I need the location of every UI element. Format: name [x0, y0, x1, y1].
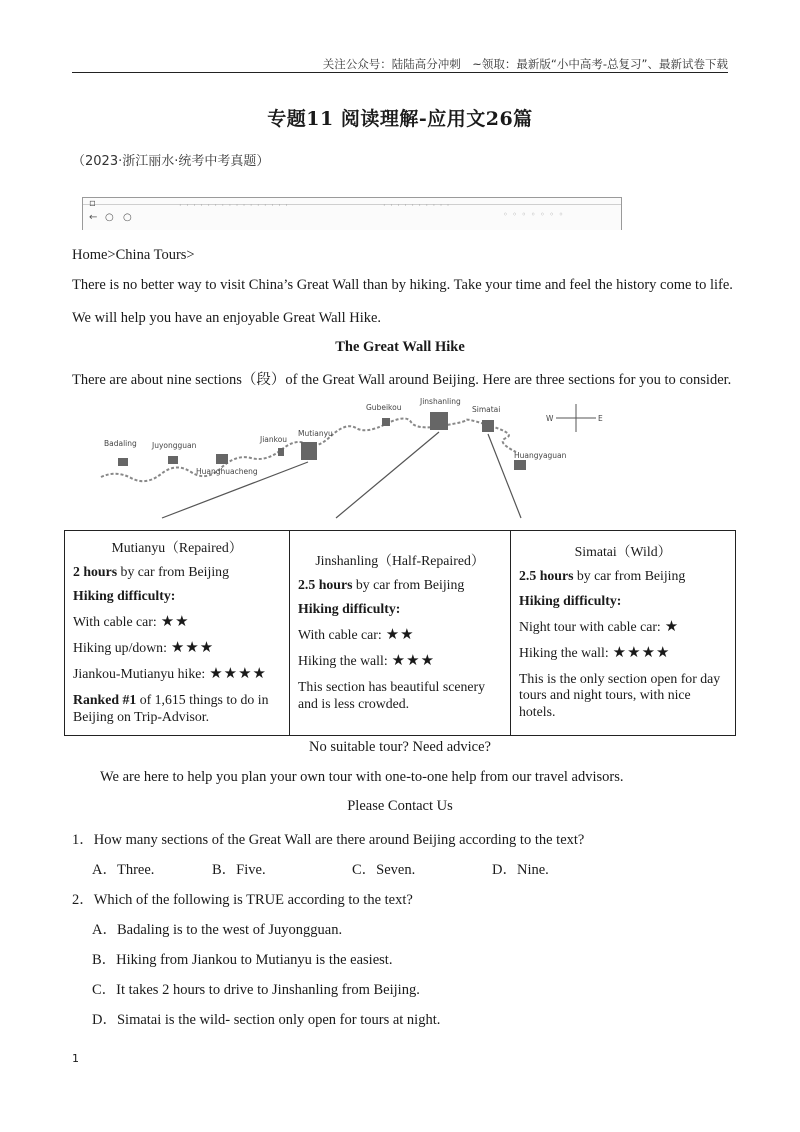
- rating-label: Night tour with cable car:: [519, 618, 661, 634]
- header-text: 关注公众号：陆陆高分冲刺 ~领取：最新版“小中高考-总复习”、最新试卷下载: [322, 57, 728, 71]
- tour-note-text: of 1,615 things to do in Beijing on Trip-Advisor.: [73, 692, 269, 724]
- advice-question: No suitable tour? Need advice?: [309, 739, 491, 755]
- section-heading: The Great Wall Hike: [335, 339, 465, 355]
- map-label-huangyaguan: Huangyaguan: [514, 451, 567, 460]
- tour-cell-mutianyu: [65, 531, 290, 736]
- rating-label: Hiking the wall:: [298, 653, 388, 669]
- arrow-to-simatai: [488, 434, 521, 518]
- jiankou-tower-icon: [278, 448, 284, 456]
- rating-label: With cable car:: [298, 627, 382, 643]
- tour-time-hours: 2.5 hours: [298, 576, 353, 592]
- tour-name: Jinshanling（Half-Repaired）: [315, 552, 485, 568]
- tour-note: This is the only section open for day tours and night tours, with nice hotels.: [519, 670, 721, 719]
- difficulty-label: Hiking difficulty:: [73, 588, 176, 604]
- page-title: 专题11 阅读理解-应用文26篇: [267, 108, 533, 130]
- rating-row: [73, 666, 281, 681]
- question-2-option-d[interactable]: D．Simatai is the wild- section only open for tours at night.: [92, 1012, 441, 1028]
- question-2-option-c[interactable]: C．It takes 2 hours to drive to Jinshanling from Beijing.: [92, 982, 420, 998]
- contact-link[interactable]: Please Contact Us: [347, 798, 453, 814]
- rating-row: [519, 642, 727, 661]
- browser-toolbar-icons: ◦ ◦ ◦ ◦ ◦ ◦ ◦: [503, 210, 565, 219]
- rating-row: [519, 616, 727, 635]
- rating-row: [73, 614, 281, 629]
- intro-paragraph-1: There is no better way to visit China’s Great Wall than by hiking. Take your time and feel the history come to life.: [72, 277, 733, 293]
- compass-west-label: W: [546, 414, 554, 423]
- star-rating-icon: ★★: [385, 625, 415, 644]
- tour-time: [298, 578, 502, 592]
- question-2-stem: 2．Which of the following is TRUE according to the text?: [72, 892, 413, 908]
- question-1-stem: 1．How many sections of the Great Wall are there around Beijing according to the text?: [72, 832, 585, 848]
- forward-circle-icon: ○: [105, 212, 114, 223]
- blurred-address-text-2: · · · · · · · · · ·: [383, 201, 451, 210]
- map-label-huanghuacheng: Huanghuacheng: [196, 467, 258, 476]
- sections-paragraph: There are about nine sections（段）of the Great Wall around Beijing. Here are three sections for you to consider.: [72, 372, 732, 388]
- compass-east-label: E: [598, 414, 603, 423]
- exam-source: （2023·浙江丽水·统考中考真题）: [72, 154, 270, 169]
- rating-row: [298, 627, 502, 642]
- rating-label: Hiking the wall:: [519, 644, 609, 660]
- question-2-option-a[interactable]: A．Badaling is to the west of Juyongguan.: [92, 922, 343, 938]
- rating-row: [73, 640, 281, 655]
- map-label-jiankou: Jiankou: [260, 435, 288, 444]
- star-rating-icon: ★★★: [170, 638, 215, 657]
- rating-label: Hiking up/down:: [73, 640, 167, 656]
- question-1-option-d[interactable]: D．Nine.: [492, 862, 549, 878]
- tour-time: [519, 569, 727, 583]
- rating-label: Jiankou-Mutianyu hike:: [73, 666, 206, 682]
- tour-name: Mutianyu（Repaired）: [111, 539, 243, 555]
- star-rating-icon: ★★: [160, 612, 190, 631]
- tour-note: [73, 692, 281, 725]
- arrow-to-jinshanling: [336, 432, 439, 518]
- tour-time-rest: by car from Beijing: [117, 563, 229, 579]
- question-1-option-c[interactable]: C．Seven.: [352, 862, 416, 878]
- browser-tab-strip: [83, 204, 621, 205]
- simatai-tower-icon: [482, 420, 494, 432]
- tour-time: [73, 565, 281, 579]
- tour-cell-jinshanling: [290, 531, 511, 736]
- breadcrumb: Home>China Tours>: [72, 247, 195, 263]
- header-rule: [72, 72, 728, 73]
- great-wall-map: [96, 392, 616, 522]
- star-rating-icon: ★★★★: [612, 642, 671, 661]
- jinshanling-tower-icon: [430, 412, 448, 430]
- map-label-badaling: Badaling: [104, 439, 137, 448]
- intro-paragraph-2: We will help you have an enjoyable Great Wall Hike.: [72, 310, 382, 326]
- star-rating-icon: ★: [664, 616, 680, 635]
- huanghuacheng-tower-icon: [216, 454, 228, 464]
- page-number: 1: [72, 1052, 79, 1065]
- tour-cell-simatai: [511, 531, 736, 736]
- map-label-gubeikou: Gubeikou: [366, 403, 402, 412]
- difficulty-label: Hiking difficulty:: [298, 601, 401, 617]
- back-arrow-icon: ←: [89, 212, 98, 223]
- tour-name: Simatai（Wild）: [574, 544, 672, 560]
- mutianyu-tower-icon: [301, 442, 317, 460]
- tour-time-rest: by car from Beijing: [573, 568, 686, 584]
- difficulty-label: Hiking difficulty:: [519, 593, 622, 609]
- blurred-address-text: · · · · · · · · · · · · · · · ·: [179, 201, 289, 210]
- question-1-option-a[interactable]: A．Three.: [92, 862, 155, 878]
- tours-table: [64, 530, 736, 736]
- tour-note-bold: Ranked #1: [73, 692, 137, 708]
- compass-icon: [546, 404, 603, 432]
- map-label-mutianyu: Mutianyu: [298, 429, 333, 438]
- map-label-jinshanling: Jinshanling: [420, 397, 461, 406]
- question-1-option-b[interactable]: B．Five.: [212, 862, 266, 878]
- question-2-option-b[interactable]: B．Hiking from Jiankou to Mutianyu is the easiest.: [92, 952, 393, 968]
- tour-note: This section has beautiful scenery and is less crowded.: [298, 679, 485, 711]
- tour-time-hours: 2.5 hours: [519, 568, 574, 584]
- juyongguan-tower-icon: [168, 456, 178, 464]
- rating-label: With cable car:: [73, 614, 157, 630]
- browser-bar-image: [82, 197, 622, 230]
- map-label-simatai: Simatai: [472, 405, 501, 414]
- reload-circle-icon: ○: [123, 212, 132, 223]
- tour-time-rest: by car from Beijing: [352, 576, 465, 592]
- browser-tab-icon: ▫: [89, 198, 96, 209]
- map-label-juyongguan: Juyongguan: [152, 441, 197, 450]
- star-rating-icon: ★★★: [391, 651, 436, 670]
- badaling-tower-icon: [118, 458, 128, 466]
- star-rating-icon: ★★★★: [209, 664, 267, 683]
- rating-row: [298, 653, 502, 668]
- advice-text: We are here to help you plan your own tour with one-to-one help from our travel advisors.: [100, 769, 624, 785]
- gubeikou-tower-icon: [382, 418, 390, 426]
- huangyaguan-tower-icon: [514, 460, 526, 470]
- tour-time-hours: 2 hours: [73, 563, 118, 579]
